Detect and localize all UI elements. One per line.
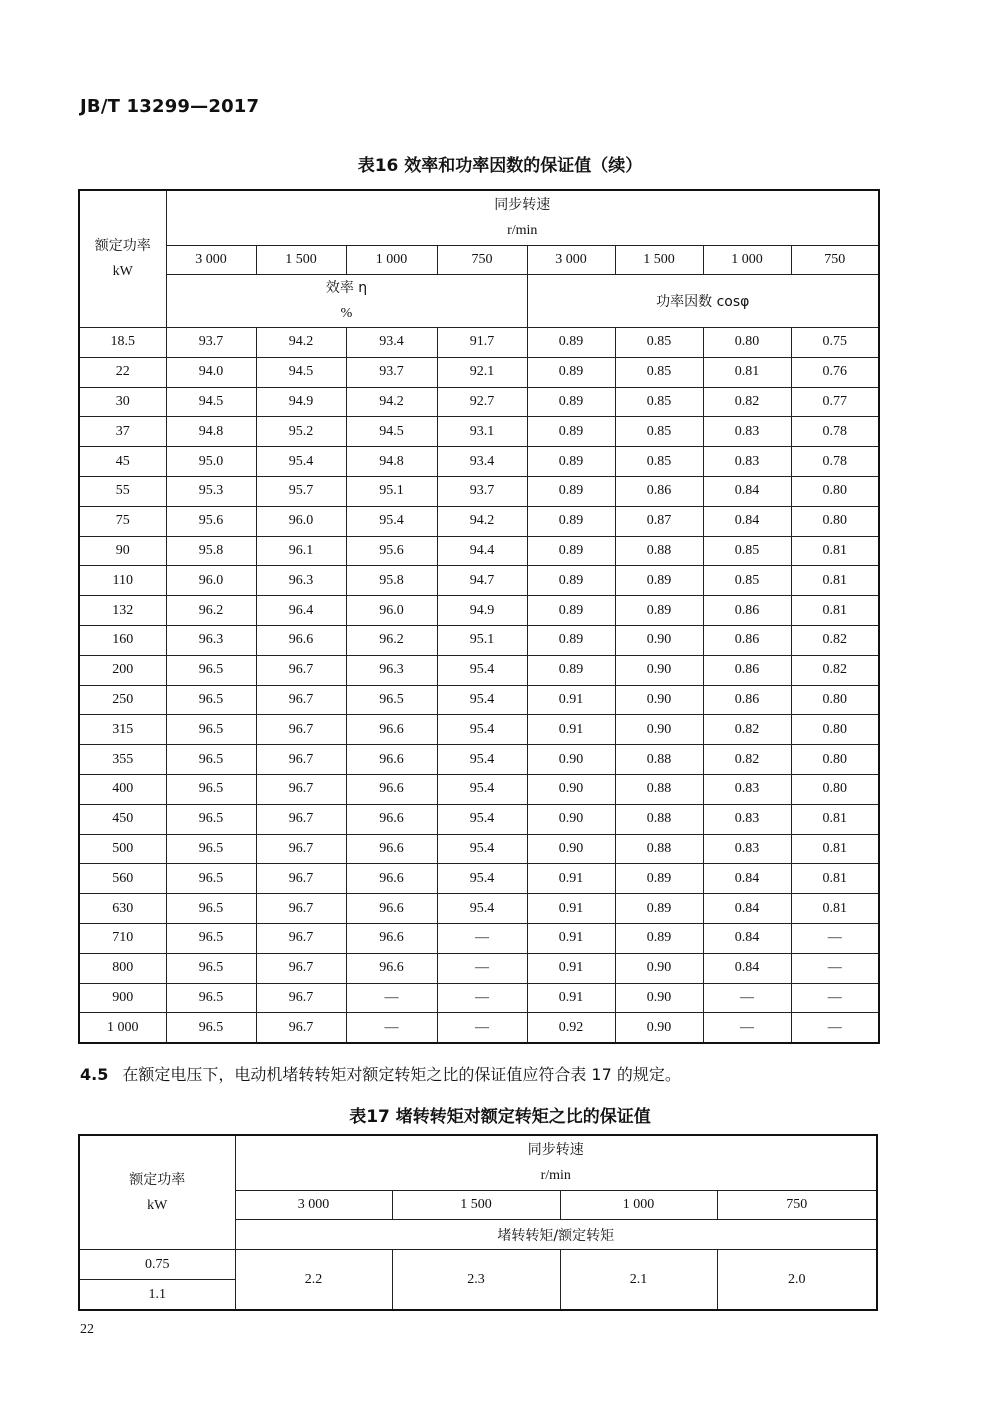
table-cell-value: 0.89 (527, 536, 615, 566)
table-cell-value: 0.84 (703, 864, 791, 894)
table-cell-value: 94.5 (256, 357, 346, 387)
efficiency-power-factor-table (78, 189, 880, 1044)
table-cell-value: 0.89 (527, 328, 615, 358)
table-cell-value: 0.90 (527, 834, 615, 864)
table-cell-value: 0.80 (791, 685, 879, 715)
table-cell-value: 0.89 (615, 864, 703, 894)
table-cell-value: 96.6 (346, 834, 437, 864)
speed-header-cell: 1 500 (392, 1191, 560, 1220)
table-cell-value: 96.6 (346, 745, 437, 775)
table-cell-value: 96.5 (166, 983, 256, 1013)
table-cell-value: 0.78 (791, 447, 879, 477)
table-cell-value: 96.7 (256, 715, 346, 745)
table-cell-value: 96.5 (166, 834, 256, 864)
table-cell-power: 560 (79, 864, 166, 894)
table-row (79, 923, 879, 953)
table-cell-value: 0.81 (791, 804, 879, 834)
table-cell-value: 94.8 (346, 447, 437, 477)
table-cell-value: 96.3 (346, 655, 437, 685)
table-cell-value: 0.90 (615, 685, 703, 715)
table-cell-value: 0.89 (527, 566, 615, 596)
page-number: 22 (80, 1322, 94, 1337)
table-cell-value: 0.84 (703, 923, 791, 953)
table-cell-value: 93.4 (346, 328, 437, 358)
table-cell-value: 96.5 (166, 1013, 256, 1043)
table-cell-power: 900 (79, 983, 166, 1013)
table-cell-value: 0.77 (791, 387, 879, 417)
table-cell-power: 22 (79, 357, 166, 387)
table-cell-value: 96.7 (256, 923, 346, 953)
table-cell-value: 96.0 (256, 506, 346, 536)
table-row (79, 536, 879, 566)
table-cell-value: 95.1 (437, 625, 527, 655)
table-cell-value: 94.8 (166, 417, 256, 447)
table-row (79, 417, 879, 447)
table-row (79, 774, 879, 804)
table-cell-value: — (346, 1013, 437, 1043)
table-cell-value: 95.2 (256, 417, 346, 447)
table-cell-value: 0.82 (703, 387, 791, 417)
table-cell-value: 2.2 (235, 1250, 392, 1311)
table-cell-value: 0.89 (527, 387, 615, 417)
table-cell-value: 0.76 (791, 357, 879, 387)
table-cell-value: 0.81 (791, 894, 879, 924)
table-cell-value: 94.9 (437, 596, 527, 626)
table-cell-value: 93.7 (437, 476, 527, 506)
table-cell-value: 0.85 (615, 387, 703, 417)
table-cell-value: 0.89 (615, 894, 703, 924)
table-cell-value: 0.90 (615, 625, 703, 655)
table-cell-value: 96.5 (346, 685, 437, 715)
table-row (79, 357, 879, 387)
table-cell-value: 95.4 (256, 447, 346, 477)
table-cell-value: 0.89 (527, 417, 615, 447)
table-cell-value: — (791, 983, 879, 1013)
table-row (79, 834, 879, 864)
speed-header-cell: 1 000 (346, 246, 437, 275)
table-cell-power: 1 000 (79, 1013, 166, 1043)
table-cell-value: 0.80 (791, 774, 879, 804)
table-cell-value: 95.4 (437, 655, 527, 685)
table-cell-value: 0.91 (527, 864, 615, 894)
table-cell-value: 0.80 (703, 328, 791, 358)
table-cell-value: 96.5 (166, 804, 256, 834)
table-cell-value: 94.4 (437, 536, 527, 566)
table-cell-value: 0.88 (615, 745, 703, 775)
table-cell-value: 0.89 (527, 476, 615, 506)
table-cell-value: 0.84 (703, 506, 791, 536)
table-cell-value: 95.1 (346, 476, 437, 506)
table-cell-value: 96.7 (256, 804, 346, 834)
table-cell-value: 96.6 (346, 774, 437, 804)
table-cell-value: 0.90 (615, 983, 703, 1013)
table-cell-value: 0.85 (615, 328, 703, 358)
table-cell-power: 45 (79, 447, 166, 477)
table-cell-value: 0.90 (615, 655, 703, 685)
table-cell-power: 250 (79, 685, 166, 715)
speed-header-cell: 750 (437, 246, 527, 275)
table-row (79, 506, 879, 536)
speed-header-cell: 1 000 (703, 246, 791, 275)
table-cell-value: 96.4 (256, 596, 346, 626)
speed-header-cell: 750 (717, 1191, 877, 1220)
table-cell-value: 0.88 (615, 536, 703, 566)
table-cell-value: 0.89 (615, 566, 703, 596)
table-cell-value: 96.3 (166, 625, 256, 655)
table-row (79, 655, 879, 685)
table-cell-value: 0.92 (527, 1013, 615, 1043)
table-cell-value: 91.7 (437, 328, 527, 358)
table-cell-value: 0.86 (615, 476, 703, 506)
table-cell-value: 0.85 (615, 357, 703, 387)
table-cell-value: 95.3 (166, 476, 256, 506)
table-cell-value: 0.83 (703, 804, 791, 834)
speed-header-cell: 3 000 (235, 1191, 392, 1220)
table-cell-power: 630 (79, 894, 166, 924)
table-cell-value: 0.88 (615, 834, 703, 864)
table-cell-value: 0.89 (527, 625, 615, 655)
table-cell-value: 96.6 (346, 953, 437, 983)
table-row (79, 476, 879, 506)
table-cell-value: 0.90 (615, 715, 703, 745)
table-cell-value: 0.83 (703, 834, 791, 864)
table-row (79, 953, 879, 983)
table-row (79, 328, 879, 358)
table-cell-value: — (437, 923, 527, 953)
table-row (79, 1013, 879, 1043)
table-cell-power: 200 (79, 655, 166, 685)
table-cell-value: 0.78 (791, 417, 879, 447)
table-cell-value: 0.81 (791, 834, 879, 864)
table-cell-value: 96.7 (256, 774, 346, 804)
table-row (79, 804, 879, 834)
speed-header-cell: 3 000 (527, 246, 615, 275)
efficiency-header: 效率 η % (166, 275, 527, 328)
table-row (79, 566, 879, 596)
table-cell-value: 2.1 (560, 1250, 717, 1311)
table-cell-value: 0.86 (703, 596, 791, 626)
table-cell-value: — (437, 1013, 527, 1043)
speed-header-cell: 750 (791, 246, 879, 275)
table-cell-value: 0.80 (791, 476, 879, 506)
table16-caption: 表16 效率和功率因数的保证值（续） (357, 156, 643, 176)
table-cell-value: 0.82 (791, 625, 879, 655)
table-cell-value: 0.88 (615, 804, 703, 834)
table-cell-value: 0.91 (527, 953, 615, 983)
table-cell-value: 0.82 (703, 745, 791, 775)
table-cell-value: 0.89 (615, 923, 703, 953)
table-cell-value: 93.1 (437, 417, 527, 447)
table-cell-value: 0.80 (791, 506, 879, 536)
table-row (79, 894, 879, 924)
table-cell-value: — (791, 1013, 879, 1043)
table-cell-value: 95.7 (256, 476, 346, 506)
table-cell-value: 96.7 (256, 864, 346, 894)
table-row (79, 625, 879, 655)
table-cell-value: 0.84 (703, 894, 791, 924)
table-cell-value: 0.91 (527, 715, 615, 745)
standard-code: JB/T 13299—2017 (80, 96, 260, 117)
speed-header-cell: 1 500 (615, 246, 703, 275)
table-row (79, 596, 879, 626)
table-cell-value: — (703, 1013, 791, 1043)
table-cell-value: 0.84 (703, 476, 791, 506)
table17-caption: 表17 堵转转矩对额定转矩之比的保证值 (349, 1107, 651, 1127)
table-cell-value: 95.8 (346, 566, 437, 596)
table-cell-value: 96.6 (346, 864, 437, 894)
table-cell-value: 0.87 (615, 506, 703, 536)
table-cell-value: 94.9 (256, 387, 346, 417)
table-cell-value: 96.6 (256, 625, 346, 655)
table-cell-value: 2.3 (392, 1250, 560, 1311)
clause-text: 在额定电压下，电动机堵转转矩对额定转矩之比的保证值应符合表 17 的规定。 (122, 1065, 681, 1084)
table-cell-value: 94.5 (166, 387, 256, 417)
table-cell-value: 96.7 (256, 745, 346, 775)
table-cell-value: 96.5 (166, 655, 256, 685)
table-cell-value: 0.81 (791, 596, 879, 626)
table-cell-value: 95.4 (437, 804, 527, 834)
table-cell-value: 96.6 (346, 715, 437, 745)
table-cell-value: 96.0 (166, 566, 256, 596)
table-row (79, 685, 879, 715)
table-cell-power: 710 (79, 923, 166, 953)
table-cell-value: 0.81 (791, 536, 879, 566)
table-cell-value: 93.7 (166, 328, 256, 358)
table-cell-value: 0.81 (703, 357, 791, 387)
table-cell-value: 95.4 (437, 685, 527, 715)
table-cell-value: 0.89 (527, 506, 615, 536)
table-cell-power: 800 (79, 953, 166, 983)
table-cell-value: 0.89 (527, 357, 615, 387)
table-cell-value: 95.4 (437, 715, 527, 745)
table-cell-value: 0.86 (703, 655, 791, 685)
table-cell-value: 96.2 (166, 596, 256, 626)
table-cell-value: 96.5 (166, 774, 256, 804)
table-cell-value: 0.90 (527, 745, 615, 775)
table-cell-power: 355 (79, 745, 166, 775)
table-cell-value: 95.6 (346, 536, 437, 566)
table-cell-value: 96.7 (256, 1013, 346, 1043)
table-cell-value: 0.85 (615, 447, 703, 477)
table-cell-value: 93.7 (346, 357, 437, 387)
table-cell-value: 0.85 (703, 566, 791, 596)
table-cell-value: 0.85 (615, 417, 703, 447)
power-factor-header: 功率因数 cosφ (527, 275, 879, 328)
table-cell-value: 0.91 (527, 983, 615, 1013)
table-cell-value: 95.4 (437, 774, 527, 804)
table-cell-value: 0.81 (791, 864, 879, 894)
torque-ratio-header: 堵转转矩/额定转矩 (235, 1220, 877, 1250)
table-cell-value: 2.0 (717, 1250, 877, 1311)
table-cell-value: 94.2 (346, 387, 437, 417)
locked-rotor-torque-table (78, 1134, 878, 1311)
table-cell-value: 94.5 (346, 417, 437, 447)
table-cell-power: 30 (79, 387, 166, 417)
table-cell-value: 95.6 (166, 506, 256, 536)
table-cell-value: 0.83 (703, 417, 791, 447)
clause-4-5 (80, 1062, 681, 1085)
table-cell-value: 0.91 (527, 894, 615, 924)
sync-speed-header: 同步转速 r/min (166, 190, 879, 246)
table-cell-value: — (437, 983, 527, 1013)
table-cell-power: 1.1 (79, 1280, 235, 1311)
clause-number: 4.5 (80, 1065, 109, 1084)
table-cell-value: 93.4 (437, 447, 527, 477)
table-cell-value: 96.7 (256, 655, 346, 685)
table-cell-value: — (437, 953, 527, 983)
table-cell-value: 96.5 (166, 923, 256, 953)
table-cell-value: 96.3 (256, 566, 346, 596)
table-cell-value: — (703, 983, 791, 1013)
table-cell-value: 96.5 (166, 685, 256, 715)
table-cell-value: 96.1 (256, 536, 346, 566)
table-cell-power: 75 (79, 506, 166, 536)
table-cell-value: 0.75 (791, 328, 879, 358)
table-cell-value: 96.7 (256, 685, 346, 715)
table-cell-power: 90 (79, 536, 166, 566)
table-cell-value: 96.5 (166, 715, 256, 745)
table-cell-value: 96.6 (346, 894, 437, 924)
table-row (79, 387, 879, 417)
table-cell-value: 0.90 (615, 1013, 703, 1043)
table-cell-power: 132 (79, 596, 166, 626)
table-cell-power: 160 (79, 625, 166, 655)
table-cell-power: 400 (79, 774, 166, 804)
table-cell-value: 92.7 (437, 387, 527, 417)
table-cell-value: 0.86 (703, 685, 791, 715)
table-cell-power: 500 (79, 834, 166, 864)
table-cell-power: 110 (79, 566, 166, 596)
table-cell-value: 0.85 (703, 536, 791, 566)
table-cell-value: 0.89 (527, 655, 615, 685)
table-cell-value: 0.84 (703, 953, 791, 983)
table-cell-value: 0.83 (703, 774, 791, 804)
table-cell-power: 37 (79, 417, 166, 447)
table-cell-value: 95.4 (437, 745, 527, 775)
table-cell-value: 0.90 (527, 804, 615, 834)
table-cell-power: 0.75 (79, 1250, 235, 1280)
speed-header-cell: 1 000 (560, 1191, 717, 1220)
table-cell-value: 95.0 (166, 447, 256, 477)
table-cell-value: 96.7 (256, 983, 346, 1013)
table-cell-value: 95.8 (166, 536, 256, 566)
table-cell-value: 96.5 (166, 745, 256, 775)
table-cell-value: 0.86 (703, 625, 791, 655)
table-cell-value: 96.7 (256, 834, 346, 864)
speed-header-cell: 1 500 (256, 246, 346, 275)
table-cell-value: 0.83 (703, 447, 791, 477)
table-row (79, 715, 879, 745)
table-cell-value: 95.4 (346, 506, 437, 536)
table-cell-value: 0.91 (527, 685, 615, 715)
table-cell-value: — (791, 923, 879, 953)
speed-header-cell: 3 000 (166, 246, 256, 275)
table-cell-value: 94.0 (166, 357, 256, 387)
table-row (79, 983, 879, 1013)
table-cell-value: 94.7 (437, 566, 527, 596)
table-cell-value: 95.4 (437, 864, 527, 894)
table-cell-power: 450 (79, 804, 166, 834)
table-cell-value: — (346, 983, 437, 1013)
table-cell-value: 0.82 (703, 715, 791, 745)
table-cell-value: 96.7 (256, 953, 346, 983)
table-cell-value: 0.80 (791, 745, 879, 775)
table-cell-value: 96.6 (346, 923, 437, 953)
table-cell-value: 95.4 (437, 834, 527, 864)
table-row (79, 745, 879, 775)
table-cell-value: 96.6 (346, 804, 437, 834)
table-cell-value: 0.90 (527, 774, 615, 804)
table-cell-value: 96.0 (346, 596, 437, 626)
table-cell-value: 0.80 (791, 715, 879, 745)
table-cell-value: 96.7 (256, 894, 346, 924)
table-cell-value: 0.89 (527, 596, 615, 626)
rated-power-header: 额定功率 kW (79, 1135, 235, 1250)
table-cell-value: 0.82 (791, 655, 879, 685)
table-row (79, 864, 879, 894)
table-cell-value: 94.2 (256, 328, 346, 358)
table-cell-value: 96.5 (166, 864, 256, 894)
table-cell-value: 0.89 (527, 447, 615, 477)
table-cell-value: 0.91 (527, 923, 615, 953)
table-cell-value: — (791, 953, 879, 983)
table-cell-value: 96.5 (166, 894, 256, 924)
table-cell-value: 92.1 (437, 357, 527, 387)
table-cell-power: 315 (79, 715, 166, 745)
table-cell-value: 94.2 (437, 506, 527, 536)
table-cell-power: 18.5 (79, 328, 166, 358)
table-cell-value: 96.5 (166, 953, 256, 983)
sync-speed-header: 同步转速 r/min (235, 1135, 877, 1191)
table-cell-value: 0.90 (615, 953, 703, 983)
table-cell-power: 55 (79, 476, 166, 506)
table-cell-value: 96.2 (346, 625, 437, 655)
table-cell-value: 0.81 (791, 566, 879, 596)
rated-power-header: 额定功率 kW (79, 190, 166, 328)
table-row (79, 447, 879, 477)
table-cell-value: 0.88 (615, 774, 703, 804)
table-cell-value: 95.4 (437, 894, 527, 924)
table-cell-value: 0.89 (615, 596, 703, 626)
